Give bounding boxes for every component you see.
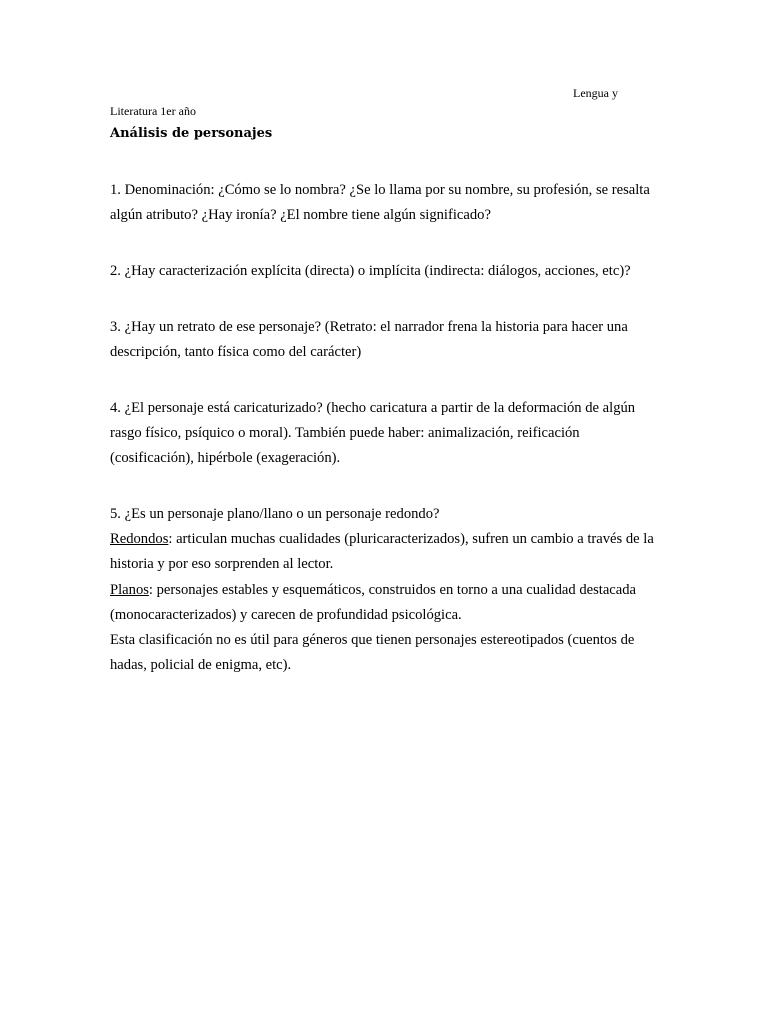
redondos-term: Redondos xyxy=(110,531,169,548)
paragraph-spacer xyxy=(110,471,660,502)
item-caricatura: 4. ¿El personaje está caricaturizado? (hecho caricatura a partir de la deformación de algún rasgo físico, psíquico o moral). También puede haber: animalización, reificación (cosificación), hipérbole (exageración). xyxy=(110,399,636,467)
document-title: Análisis de personajes xyxy=(110,126,273,141)
item-retrato: 3. ¿Hay un retrato de ese personaje? (Retrato: el narrador frena la historia para hacer una descripción, tanto física como del carácter) xyxy=(110,318,628,360)
document-body xyxy=(110,178,660,678)
redondos-text: : articulan muchas cualidades (pluricaracterizados), sufren un cambio a través de la historia y por eso sorprenden al lector. xyxy=(110,531,654,573)
planos-text: : personajes estables y esquemáticos, construidos en torno a una cualidad destacada (monocaracterizados) y carecen de profundidad psicológica. xyxy=(110,581,637,623)
planos-term: Planos xyxy=(110,581,149,598)
classification-note: Esta clasificación no es útil para géneros que tienen personajes estereotipados (cuentos de hadas, policial de enigma, etc). xyxy=(110,632,635,674)
item-plano-redondo: 5. ¿Es un personaje plano/llano o un personaje redondo? xyxy=(110,506,440,522)
item-denominacion: 1. Denominación: ¿Cómo se lo nombra? ¿Se lo llama por su nombre, su profesión, se resalta algún atributo? ¿Hay ironía? ¿El nombre tiene algún significado? xyxy=(110,182,650,224)
paragraph-spacer xyxy=(110,284,660,315)
header-subject: Lengua y xyxy=(573,86,618,100)
planos-definition xyxy=(110,578,660,628)
item-caracterizacion: 2. ¿Hay caracterización explícita (directa) o implícita (indirecta: diálogos, acciones, etc)? xyxy=(110,263,631,279)
header-course: Literatura 1er año xyxy=(110,104,196,118)
paragraph-spacer xyxy=(110,228,660,259)
paragraph-spacer xyxy=(110,365,660,396)
redondos-definition xyxy=(110,527,660,577)
